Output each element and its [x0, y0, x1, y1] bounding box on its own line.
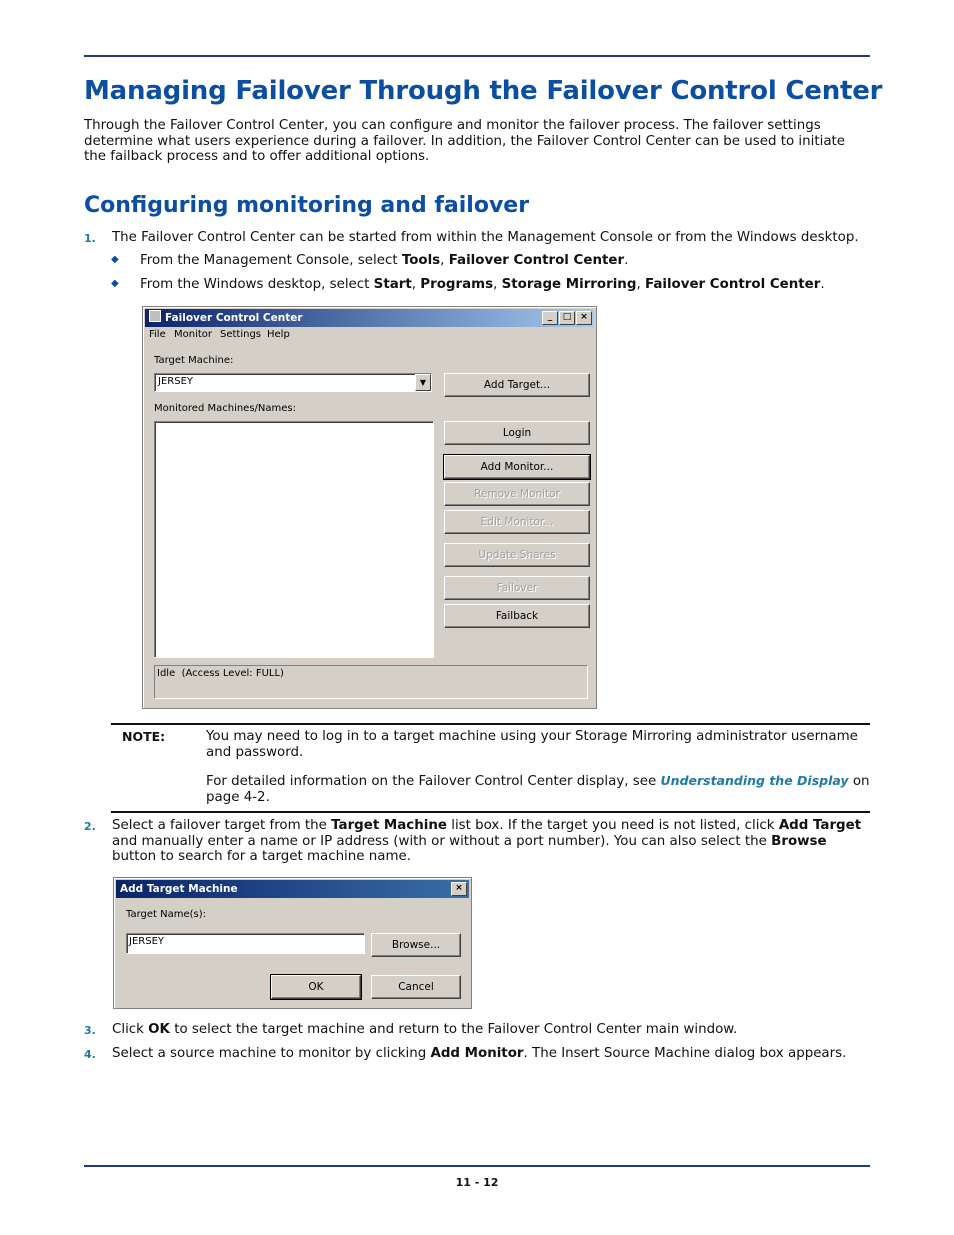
step-3-number: 3. — [84, 1024, 96, 1037]
step-4-number: 4. — [84, 1048, 96, 1061]
add-monitor-button[interactable]: Add Monitor... — [444, 455, 590, 479]
minimize-button[interactable]: _ — [542, 311, 558, 325]
page-title: Managing Failover Through the Failover Control Center — [84, 76, 883, 106]
intro-paragraph: Through the Failover Control Center, you can configure and monitor the failover process. The failover settings determine what users experience during a failover. In addition, the Failover Control Center can be used to initiate the failback process and to offer additional options. — [84, 118, 846, 164]
remove-monitor-button[interactable]: Remove Monitor — [444, 482, 590, 506]
status-bar — [154, 665, 588, 699]
understanding-display-link[interactable]: Understanding the Display — [660, 773, 849, 788]
close-button[interactable]: × — [451, 882, 467, 896]
atm-titlebar: Add Target Machine × — [116, 880, 469, 898]
step-2-text: Select a failover target from the Target Machine list box. If the target you need is not listed, click Add Target and manually enter a name or IP address (with or without a port number). You can also select the Browse button to search for a target machine name. — [112, 818, 862, 864]
failover-control-center-window — [142, 306, 597, 709]
close-button[interactable]: × — [576, 311, 592, 325]
step-3-text: Click OK to select the target machine and return to the Failover Control Center main window. — [112, 1022, 738, 1037]
note-label: NOTE: — [122, 729, 166, 744]
target-name-input[interactable]: JERSEY — [126, 933, 365, 954]
monitored-machines-list[interactable] — [154, 421, 434, 658]
browse-button[interactable]: Browse... — [371, 933, 461, 957]
login-button[interactable]: Login — [444, 421, 590, 445]
maximize-button[interactable]: □ — [559, 311, 575, 325]
target-names-label: Target Name(s): — [126, 909, 206, 920]
monitored-machines-label: Monitored Machines/Names: — [154, 403, 296, 414]
page-number: 11 - 12 — [455, 1176, 499, 1189]
fcc-titlebar: Failover Control Center _ □ × — [145, 309, 594, 327]
edit-monitor-button[interactable]: Edit Monitor... — [444, 510, 590, 534]
bullet-1-text: From the Management Console, select Tools, Failover Control Center. — [140, 253, 629, 268]
update-shares-button[interactable]: Update Shares — [444, 543, 590, 567]
ok-button[interactable]: OK — [271, 975, 361, 999]
bullet-diamond-icon: ◆ — [111, 254, 119, 265]
step-4-text: Select a source machine to monitor by clicking Add Monitor. The Insert Source Machine dialog box appears. — [112, 1046, 847, 1061]
add-target-button[interactable]: Add Target... — [444, 373, 590, 397]
target-machine-select[interactable]: JERSEY ▼ — [154, 373, 432, 392]
bullet-2-text: From the Windows desktop, select Start, Programs, Storage Mirroring, Failover Control Center. — [140, 277, 825, 292]
bottom-rule — [84, 1165, 870, 1167]
failover-button[interactable]: Failover — [444, 576, 590, 600]
add-target-machine-dialog — [113, 877, 472, 1009]
chevron-down-icon[interactable]: ▼ — [415, 374, 431, 391]
note-paragraph-1: You may need to log in to a target machine using your Storage Mirroring administrator username and password. — [206, 729, 858, 760]
step-1-number: 1. — [84, 232, 96, 245]
bullet-diamond-icon: ◆ — [111, 278, 119, 289]
app-icon — [149, 310, 161, 322]
section-heading: Configuring monitoring and failover — [84, 193, 530, 218]
status-text: Idle (Access Level: FULL) — [157, 668, 284, 679]
target-machine-label: Target Machine: — [154, 355, 234, 366]
cancel-button[interactable]: Cancel — [371, 975, 461, 999]
menu-monitor[interactable]: Monitor — [174, 329, 213, 340]
menu-help[interactable]: Help — [267, 329, 290, 340]
note-bottom-rule — [111, 811, 870, 813]
failback-button[interactable]: Failback — [444, 604, 590, 628]
menu-settings[interactable]: Settings — [220, 329, 262, 340]
top-rule — [84, 55, 870, 57]
note-paragraph-2: For detailed information on the Failover Control Center display, see Understanding the Display on page 4-2. — [206, 773, 870, 805]
menu-file[interactable]: File — [149, 329, 166, 340]
step-1-text: The Failover Control Center can be started from within the Management Console or from the Windows desktop. — [112, 230, 859, 245]
note-top-rule — [111, 723, 870, 725]
step-2-number: 2. — [84, 820, 96, 833]
